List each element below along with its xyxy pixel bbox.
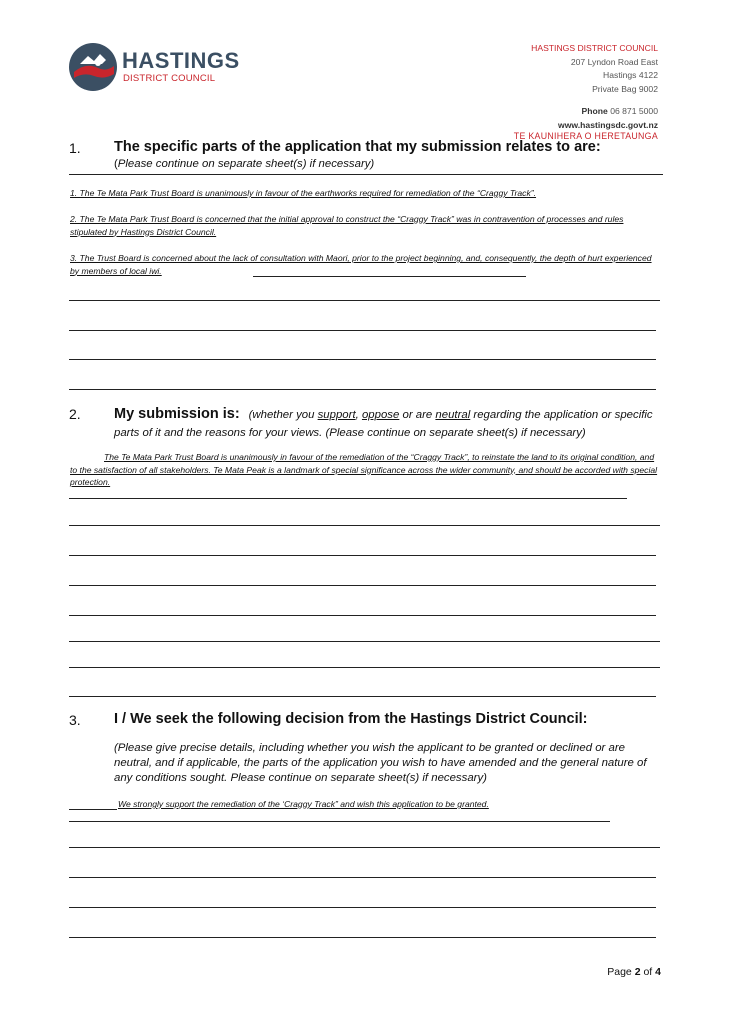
hastings-logo-icon [68,42,118,92]
section-2-entry: The Te Mata Park Trust Board is unanimously in favour of the remediation of the “Craggy Track”, to reinstate the land to its original condition, and to the satisfaction of all stakeholders. Te Mata Peak is a landmark of special significance across the wider community, and should be accorded with special protection. [70,452,658,487]
logo-name: HASTINGS [122,48,240,73]
website-link[interactable]: www.hastingsdc.govt.nz [558,119,658,130]
section-1-number: 1. [69,140,81,156]
section-2-answer-line[interactable] [69,585,656,586]
section-3-answer-line[interactable] [69,821,610,822]
oppose-option: oppose [361,409,400,421]
section-1-answer-line[interactable] [69,389,656,390]
phone-line [531,105,658,119]
section-1-note: (Please continue on separate sheet(s) if necessary) [114,158,375,170]
section-2-heading [114,405,664,441]
council-name: HASTINGS DISTRICT COUNCIL [531,43,658,53]
section-1-title: The specific parts of the application that my submission relates to are: [114,139,601,155]
phone-label: Phone [581,106,608,116]
address-line-3: Private Bag 9002 [592,83,658,94]
section-1-answer-line[interactable] [69,300,660,301]
logo-subtitle: DISTRICT COUNCIL [123,73,216,84]
address-line-2: Hastings 4122 [603,70,658,80]
section-3-answer-line[interactable] [69,937,656,938]
section-2-answer-line[interactable] [69,525,660,526]
neutral-option: neutral [435,409,471,421]
section-2-answer-line[interactable] [69,667,660,668]
section-2-answer-line[interactable] [69,615,656,616]
section-1-entry-3: 3. The Trust Board is concerned about the lack of consultation with Maori, prior to the project beginning, and, consequently, the depth of hurt experienced by members of local iwi. [70,253,652,276]
section-2-answer-line[interactable] [69,555,656,556]
address-line-1: 207 Lyndon Road East [570,56,658,67]
section-3-note: (Please give precise details, including whether you wish the applicant to be granted or declined or are neutral, and if applicable, the parts of the application you wish to have amended and the general nature of any conditions sought. Please continue on separate sheet(s) if necessary) [114,742,647,784]
section-2-answer-line[interactable] [69,641,660,642]
section-1-answer-line[interactable] [69,359,656,360]
section-3-title: I / We seek the following decision from the Hastings District Council: [114,711,588,727]
section-1-answer-line[interactable] [69,330,656,331]
section-1-entry-2: 2. The Te Mata Park Trust Board is concerned that the initial approval to construct the “Craggy Track” was in contravention of processes and rules stipulated by Hastings District Council. [70,214,624,237]
section-1-divider [69,174,663,175]
section-2-number: 2. [69,406,81,422]
section-2-note: (whether you support, oppose or are neutral regarding the application or specific parts of it and the reasons for your views. (Please continue on separate sheet(s) if necessary) [114,409,653,439]
section-3-number: 3. [69,712,81,728]
phone-number: 06 871 5000 [610,106,658,116]
council-logo [68,42,243,94]
section-2-answer-line[interactable] [69,498,627,499]
maori-council-name: TE KAUNIHERA O HERETAUNGA [513,131,658,141]
section-3-answer-line[interactable] [69,907,656,908]
page-number: Page 2 of 4 [607,966,661,978]
section-2-title: My submission is: [114,406,240,422]
section-1-entry-1: 1. The Te Mata Park Trust Board is unanimously in favour of the earthworks required for remediation of the “Craggy Track”. [70,188,537,198]
section-3-entry-lead-line [69,809,117,810]
section-3-answer-line[interactable] [69,877,656,878]
council-address-block [531,42,658,132]
section-3-entry: We strongly support the remediation of the ‘Craggy Track” and wish this application to be granted. [118,799,489,809]
section-3-answer-line[interactable] [69,847,660,848]
support-option: support [317,409,356,421]
section-1-entry-3-fill-line [253,276,526,277]
section-2-answer-line[interactable] [69,696,656,697]
